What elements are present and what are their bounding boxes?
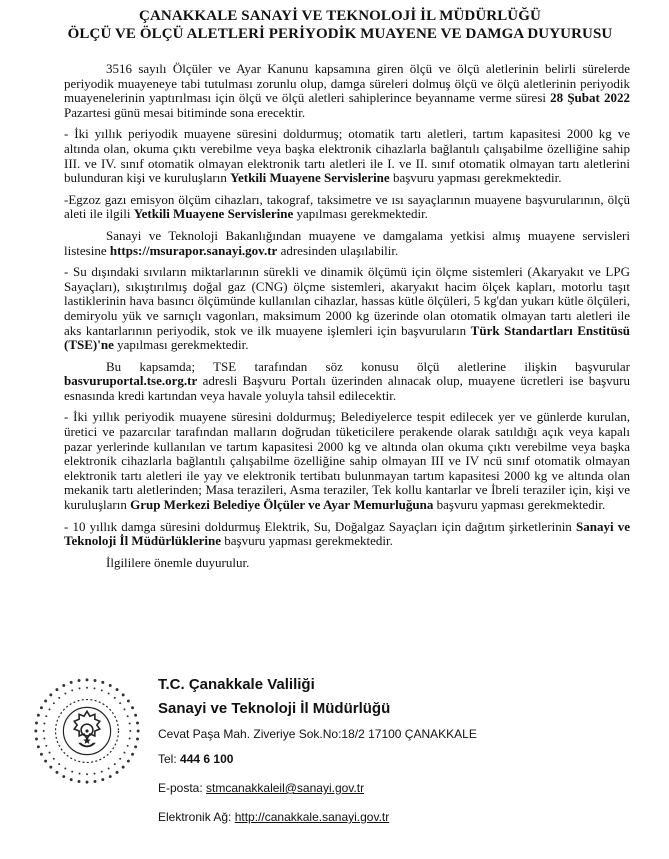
seal-dot	[109, 775, 112, 778]
seal-dot	[43, 723, 45, 725]
seal-dot	[55, 688, 58, 691]
paragraph-service-list: Sanayi ve Teknoloji Bakanlığından muayene ve damgalama yetkisi almış muayene servisleri listesine https://msurapor.sanayi.gov.tr adresinden ulaşılabilir.	[64, 227, 630, 258]
seal-dot	[53, 702, 55, 704]
seal-dot	[37, 745, 40, 748]
seal-dot	[49, 766, 52, 769]
closing-line: İlgililere önemle duyurulur.	[106, 554, 250, 570]
seal-dot	[134, 714, 137, 717]
intro-paragraph: 3516 sayılı Ölçüler ve Ayar Kanunu kapsamına giren ölçü ve ölçü aletlerinin belirli sürelerde periyodik muayeneye tabi tutulması zorunlu olup, damga süreleri dolmuş ölçü ve ölçü aletlerinin periyodik muayenelerinin yaptırılması için ölçü ve ölçü aletleri sahiplerince beyanname verme süresi 28 Şubat 2022 Pazartesi günü mesai bitiminde sona erecektir.	[64, 61, 630, 120]
seal-dot	[122, 693, 125, 696]
seal-dot	[49, 708, 51, 710]
seal-dot	[137, 730, 140, 733]
seal-dot	[71, 689, 73, 691]
seal-dot	[119, 758, 121, 760]
page-title: ÇANAKKALE SANAYİ VE TEKNOLOJİ İL MÜDÜRLÜĞÜ	[139, 8, 541, 24]
seal-dot	[94, 679, 97, 682]
seal-dot	[79, 687, 81, 689]
paragraph-emission-devices: -Egzoz gazı emisyon ölçüm cihazları, takograf, taksimetre ve ısı sayaçlarının muayene başvurularının, ölçü aleti ile ilgili Yetkili Muayene Servislerine yapılması gerekmektedir.	[64, 191, 630, 222]
seal-dot	[131, 706, 134, 709]
seal-dot	[123, 752, 125, 754]
seal-dot	[94, 780, 97, 783]
seal-dot	[136, 738, 139, 741]
seal-dot	[43, 730, 45, 732]
paragraph-tse: - Su dışındaki sıvıların miktarlarının sürekli ve dinamik ölçümü için ölçme sistemleri (Akaryakıt ve LPG Sayaçları), sıkıştırılmış doğal gaz (CNG) ölçme sistemleri, akaryakıt hacim ölçek kapları, motorlu taşıt lastiklerinin hava basıncı ölçümünde kullanılan cihazlar, hassas kütle ölçüleri, 5 kg'dan yukarı kütle ölçüleri, demiryolu yük ve sarnıçlı vagonları, maksimum 2000 kg üzerinde olan otomatik olmayan tartı aletleri ile aks kantarlarının periyodik, stok ve ilk muayene işlemleri için başvuruların Türk Standartları Enstitüsü (TSE)'ne yapılması gerekmektedir.	[64, 264, 630, 353]
seal-dot	[108, 693, 110, 695]
seal-dot	[53, 758, 55, 760]
seal-dot	[35, 722, 38, 725]
governorship-name: T.C. Çanakkale Valiliği	[158, 676, 315, 693]
seal-dot	[58, 763, 60, 765]
seal-dot	[64, 767, 66, 769]
seal-dot	[49, 752, 51, 754]
email-link[interactable]: stmcanakkaleil@sanayi.gov.tr	[206, 781, 365, 795]
seal-dot	[43, 738, 45, 740]
seal-dot	[127, 760, 130, 763]
seal-dot	[70, 778, 73, 781]
seal-dot	[94, 773, 96, 775]
seal-dot	[86, 687, 88, 689]
seal-dot	[119, 702, 121, 704]
seal-dot	[127, 699, 130, 702]
seal-dot	[136, 722, 139, 725]
seal-dot	[134, 745, 137, 748]
seal-dot	[78, 679, 81, 682]
paragraph-tse-portal: Bu kapsamda; TSE tarafından söz konusu ölçü aletlerine ilişkin başvurular basvuruportal.tse.org.tr adresli Başvuru Portalı üzerinden alınacak olup, muayene ücretleri ise başvuru esnasında kredi kartından veya havale yoluyla tahsil edilecektir.	[64, 358, 630, 403]
seal-dot	[34, 730, 37, 733]
seal-dot	[129, 738, 131, 740]
seal-dot	[101, 689, 103, 691]
seal-dot	[62, 775, 65, 778]
seal-dot	[101, 681, 104, 684]
email-line: E-posta: stmcanakkaleil@sanayi.gov.tr	[158, 781, 365, 795]
tse-portal-link[interactable]: basvuruportal.tse.org.tr	[64, 373, 198, 389]
seal-dot	[101, 778, 104, 781]
paragraph-meters: - 10 yıllık damga süresini doldurmuş Elektrik, Su, Doğalgaz Sayaçları için dağıtım şirketlerinin Sanayi ve Teknoloji İl Müdürlüklerine başvuru yapması gerekmektedir.	[64, 518, 630, 549]
seal-dot	[131, 753, 134, 756]
seal-dot	[71, 771, 73, 773]
seal-dot	[49, 693, 52, 696]
seal-dot	[114, 697, 116, 699]
seal-dot	[123, 708, 125, 710]
phone-number: 444 6 100	[180, 752, 234, 766]
seal-dot	[55, 771, 58, 774]
phone-line: Tel: 444 6 100	[158, 752, 234, 766]
directorate-name: Sanayi ve Teknoloji İl Müdürlüğü	[158, 700, 391, 717]
seal-dot	[127, 745, 129, 747]
seal-dot	[129, 730, 131, 732]
seal-dot	[86, 773, 88, 775]
seal-dot	[94, 687, 96, 689]
seal-dot	[101, 771, 103, 773]
page-subtitle: ÖLÇÜ VE ÖLÇÜ ALETLERİ PERİYODİK MUAYENE VE DAMGA DUYURUSU	[67, 26, 613, 42]
seal-dot	[129, 723, 131, 725]
seal-dot	[45, 745, 47, 747]
announcement-body	[64, 62, 630, 570]
paragraph-authorized-services: - İki yıllık periyodik muayene süresini doldurmuş; otomatik tartı aletleri, tartım kapasitesi 2000 kg ve altında olan, okuma çıktı verebilme veya başka elektronik cihazlarla bağlantılı çalışabilme özelliğine sahip III. ve IV. sınıf otomatik olmayan elektronik tartı aletleri ile I. ve II. sınıf otomatik olmayan tartı aletlerini bulunduran kişi ve kuruluşların Yetkili Muayene Servislerine başvuru yapması gerekmektedir.	[64, 126, 630, 186]
seal-dot	[116, 688, 119, 691]
seal-dot	[79, 773, 81, 775]
seal-dot	[122, 766, 125, 769]
seal-dot	[109, 684, 112, 687]
website-link[interactable]: http://canakkale.sanayi.gov.tr	[234, 810, 390, 824]
address: Cevat Paşa Mah. Ziveriye Sok.No:18/2 17100 ÇANAKKALE	[158, 727, 477, 741]
contact-footer	[28, 668, 648, 858]
seal-dot	[44, 760, 47, 763]
seal-dot	[78, 780, 81, 783]
seal-dot	[86, 678, 89, 681]
deadline-date: 28 Şubat 2022	[550, 90, 630, 106]
seal-dot	[127, 715, 129, 717]
seal-dot	[37, 714, 40, 717]
seal-dot	[45, 715, 47, 717]
seal-dot	[35, 738, 38, 741]
seal-dot	[44, 699, 47, 702]
seal-dot	[114, 763, 116, 765]
seal-dot	[86, 781, 89, 784]
msurapor-link[interactable]: https://msurapor.sanayi.gov.tr	[109, 242, 278, 258]
seal-dot	[40, 753, 43, 756]
seal-dot	[116, 771, 119, 774]
seal-dot	[64, 693, 66, 695]
website-line: Elektronik Ağ: http://canakkale.sanayi.gov.tr	[158, 810, 390, 824]
seal-dot	[40, 706, 43, 709]
seal-dot	[108, 767, 110, 769]
ministry-seal-icon	[28, 672, 146, 790]
paragraph-municipality: - İki yıllık periyodik muayene süresini doldurmuş; Belediyelerce tespit edilecek yer ve günlerde kurulan, üretici ve pazarcılar tarafından malların doğrudan tüketicilere perakende olarak satıldığı açık veya kapalı pazar yerlerinde kullanılan ve tartım kapasitesi 2000 kg ve altında olan okuma çıktı verebilme veya başka elektronik cihazlarla bağlantılı çalışabilme özelliğine sahip olmayan III ve IV ncü sınıf otomatik olmayan elektronik tartı aletleri ile yay ve elektronik tertibatı bulunmayan tartım kapasitesi 2000 kg ve altında olan mekanik tartı aletlerinden; Masa terazileri, Asma teraziler, Tek kollu kantarlar ve İbreli teraziler için, kişi ve kuruluşların Grup Merkezi Belediye Ölçüler ve Ayar Memurluğuna başvuru yapması gerekmektedir.	[64, 409, 630, 513]
seal-dot	[58, 697, 60, 699]
seal-dot	[70, 681, 73, 684]
seal-dot	[62, 684, 65, 687]
